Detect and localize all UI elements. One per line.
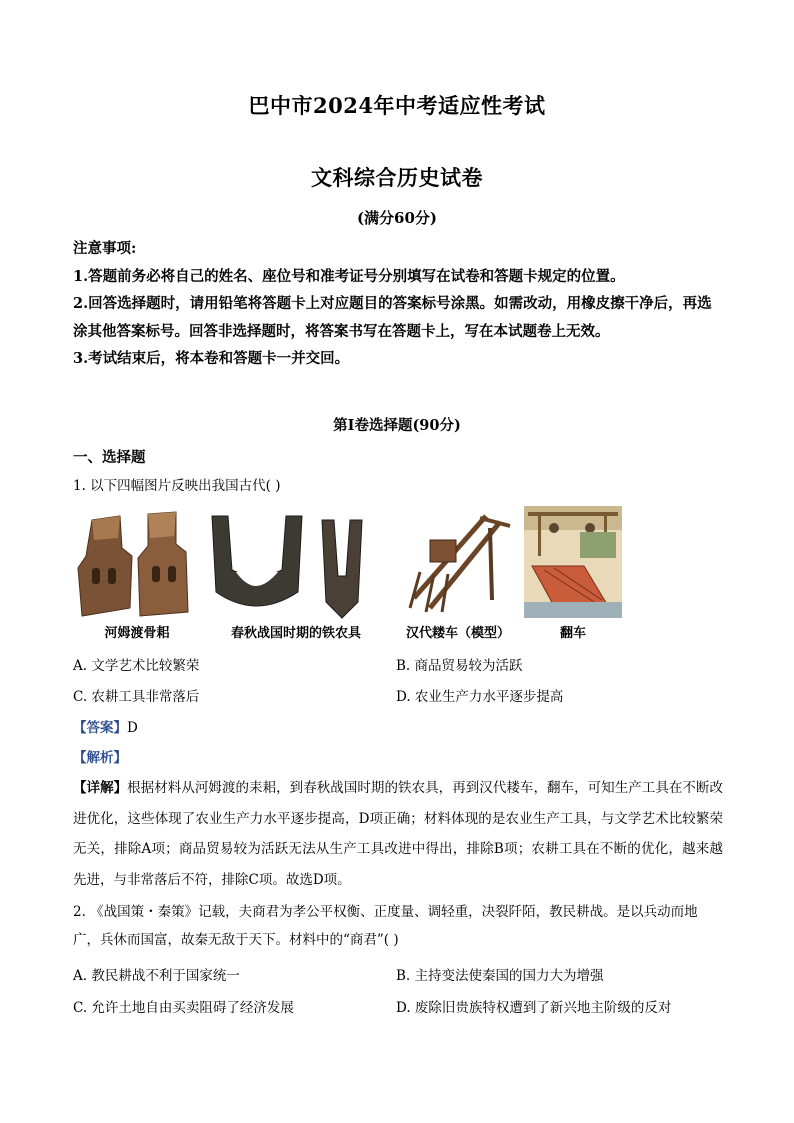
option-c: C. 允许土地自由买卖阻碍了经济发展 [73,1000,294,1016]
notes-item: 1.答题前务必将自己的姓名、座位号和准考证号分别填写在试卷和答题卡规定的位置。 [73,267,625,285]
score-note: (满分60分) [356,209,438,227]
notes-item: 3.考试结束后，将本卷和答题卡一并交回。 [73,350,350,367]
notes-item: 2.回答选择题时，请用铅笔将答题卡上对应题目的答案标号涂黑。如需改动，用橡皮擦干净后，再选涂其他答案标号。回答非选择题时，将答案书写在答题卡上，写在本试题卷上无效。 [73,295,712,340]
answer-line [73,716,138,736]
bone-spade-image [72,508,202,620]
part-title: 一、选择题 [73,449,146,466]
option-a: A. 教民耕战不利于国家统一 [73,968,240,984]
notes-heading: 注意事项: [73,240,137,257]
detail-label: 【详解】 [73,780,128,796]
caption-water-wheel: 翻车 [559,626,586,641]
question-2-text: 2. 《战国策・秦策》记载，夫商君为孝公平权衡、正度量、调轻重，决裂阡陌，教民耕战。是以兵动而地广，兵休而国富，故秦无敌于天下。材料中的“商君”( ) [73,904,698,948]
question-1-stem [73,472,723,500]
question-2-stem [73,898,723,954]
option-c: C. 农耕工具非常落后 [73,689,200,705]
page-subtitle: 文科综合历史试卷 [311,165,483,190]
caption-bone-spade: 河姆渡骨耜 [104,626,170,641]
notes-block [73,235,723,373]
answer-label: 【答案】 [73,720,127,736]
detail-text: 根据材料从河姆渡的耒耜，到春秋战国时期的铁农具，再到汉代耧车，翻车，可知生产工具在不断改进优化，这些体现了农业生产力水平逐步提高，D项正确；材料体现的是农业生产工具，与文学艺术比较繁荣无关，排除A项；商品贸易较为活跃无法从生产工具改进中得出，排除B项；农耕工具在不断的优化，越来越先进，与非常落后不符，排除C项。故选D项。 [73,780,724,888]
caption-iron-tools: 春秋战国时期的铁农具 [230,626,361,641]
section-title: 第Ⅰ卷选择题(90分) [333,417,461,434]
seed-drill-image [400,508,518,620]
caption-seed-drill: 汉代耧车（模型） [405,626,510,641]
detail-paragraph [73,773,723,895]
page-title: 巴中市2024年中考适应性考试 [248,93,546,118]
iron-tools-image [206,512,386,622]
option-a: A. 文学艺术比较繁荣 [73,658,200,674]
question-1-text: 1. 以下四幅图片反映出我国古代( ) [73,478,281,494]
water-wheel-image [524,506,622,618]
option-d: D. 废除旧贵族特权遭到了新兴地主阶级的反对 [396,1000,672,1016]
option-d: D. 农业生产力水平逐步提高 [396,689,564,705]
analysis-label: 【解析】 [73,750,127,766]
option-b: B. 商品贸易较为活跃 [396,658,523,674]
option-b: B. 主持变法使秦国的国力大为增强 [396,968,604,984]
answer-value: D [127,720,138,736]
analysis-line [73,746,127,766]
